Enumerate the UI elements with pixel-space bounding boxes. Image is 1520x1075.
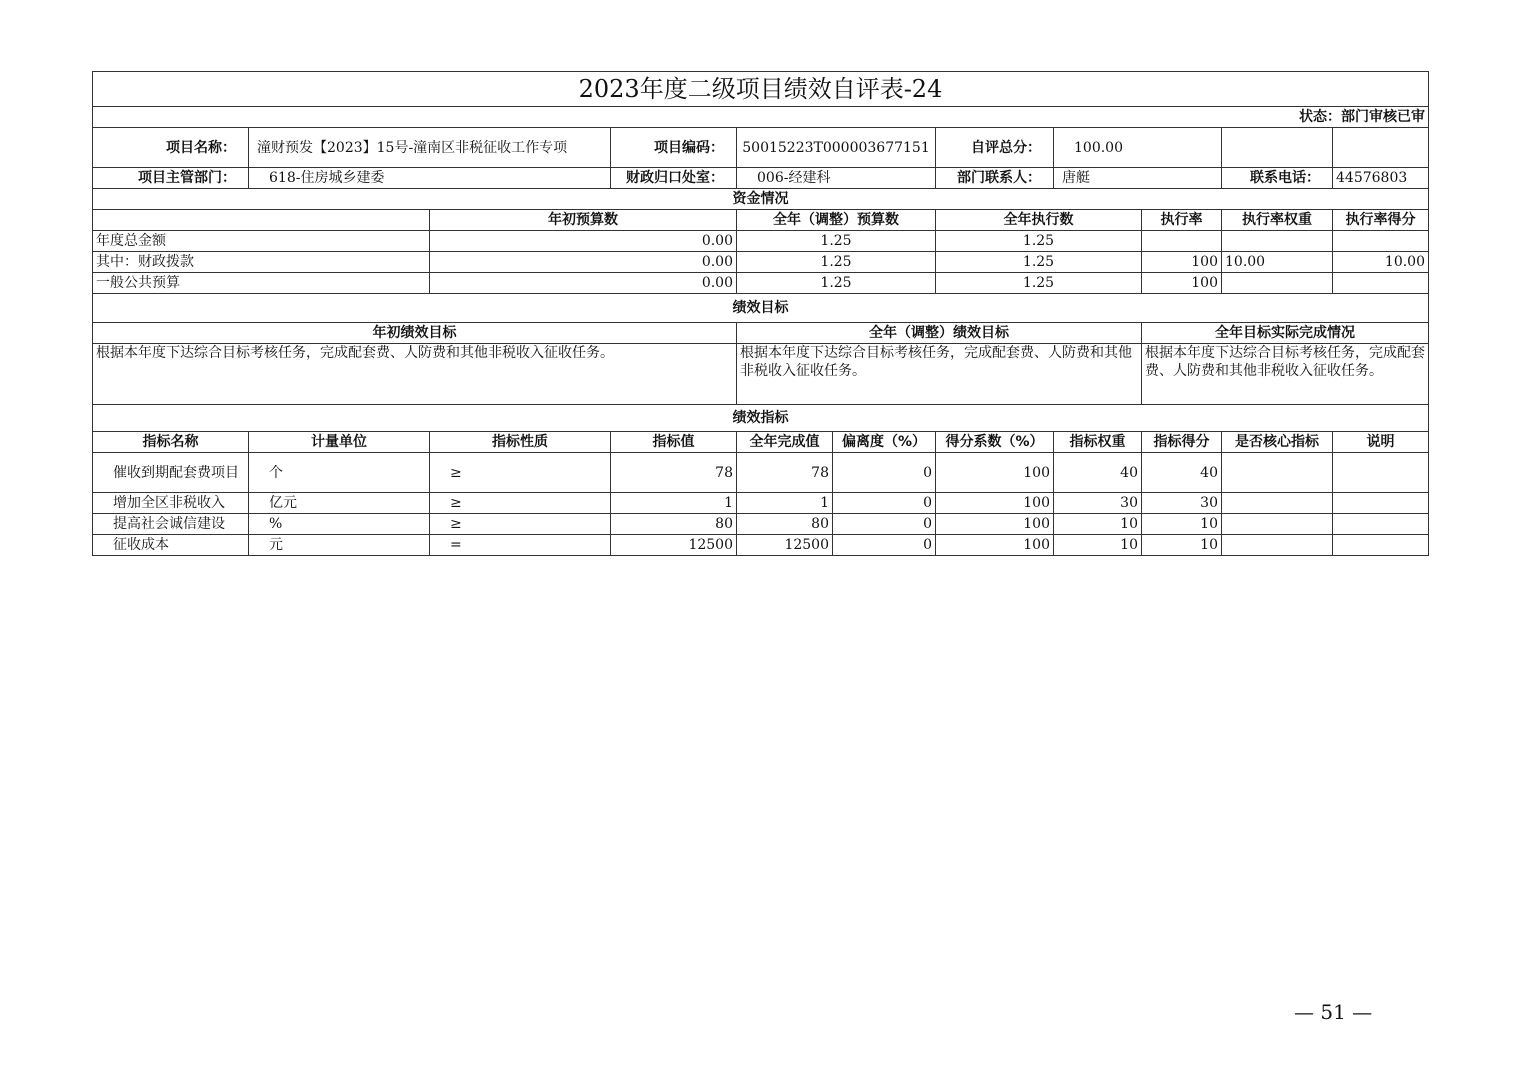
- funds-row-score: 10.00: [1333, 252, 1429, 273]
- ind-note: [1333, 535, 1429, 556]
- ind-done: 80: [737, 514, 833, 535]
- funds-section-title: 资金情况: [93, 189, 1429, 210]
- project-name-label: 项目名称：: [93, 128, 249, 168]
- ind-weight: 10: [1054, 514, 1142, 535]
- funds-row: [93, 273, 1429, 294]
- ind-note: [1333, 493, 1429, 514]
- project-code-label: 项目编码：: [611, 128, 737, 168]
- funds-header-adjusted: 全年（调整）预算数: [737, 210, 936, 231]
- goals-section-title: 绩效目标: [93, 294, 1429, 323]
- funds-row-initial: 0.00: [430, 252, 737, 273]
- funds-row-executed: 1.25: [936, 252, 1142, 273]
- page-number: — 51 —: [1294, 1000, 1373, 1024]
- status-label: 状态：部门审核已审: [93, 107, 1429, 128]
- ind-header-done: 全年完成值: [737, 432, 833, 453]
- ind-score: 40: [1142, 453, 1222, 493]
- funds-row-rate: 100: [1142, 273, 1222, 294]
- ind-header-nature: 指标性质: [430, 432, 611, 453]
- ind-deviation: 0: [833, 535, 936, 556]
- dept-label: 项目主管部门：: [93, 168, 249, 189]
- funds-header-score: 执行率得分: [1333, 210, 1429, 231]
- contact-label: 部门联系人：: [936, 168, 1054, 189]
- ind-target: 1: [611, 493, 737, 514]
- funds-row-name: 一般公共预算: [93, 273, 430, 294]
- funds-row-initial: 0.00: [430, 273, 737, 294]
- funds-row-name: 其中：财政拨款: [93, 252, 430, 273]
- office-value: 006-经建科: [737, 168, 936, 189]
- funds-header-initial: 年初预算数: [430, 210, 737, 231]
- ind-unit: 元: [249, 535, 430, 556]
- funds-row-adjusted: 1.25: [737, 252, 936, 273]
- funds-header-blank: [93, 210, 430, 231]
- ind-weight: 30: [1054, 493, 1142, 514]
- ind-target: 12500: [611, 535, 737, 556]
- funds-row-score: [1333, 273, 1429, 294]
- funds-row-rate: [1142, 231, 1222, 252]
- ind-header-unit: 计量单位: [249, 432, 430, 453]
- self-evaluation-table: [92, 71, 1429, 556]
- goals-header-actual: 全年目标实际完成情况: [1142, 323, 1429, 344]
- office-label: 财政归口处室：: [611, 168, 737, 189]
- score-label: 自评总分：: [936, 128, 1054, 168]
- indicator-row: [93, 493, 1429, 514]
- ind-name: 提高社会诚信建设: [93, 514, 249, 535]
- funds-row: [93, 252, 1429, 273]
- ind-done: 1: [737, 493, 833, 514]
- ind-weight: 40: [1054, 453, 1142, 493]
- ind-deviation: 0: [833, 493, 936, 514]
- indicator-row: [93, 453, 1429, 493]
- ind-score: 30: [1142, 493, 1222, 514]
- ind-deviation: 0: [833, 453, 936, 493]
- funds-row-name: 年度总金额: [93, 231, 430, 252]
- phone-value: 44576803: [1333, 168, 1429, 189]
- ind-name: 催收到期配套费项目: [93, 453, 249, 493]
- goals-header-adjusted: 全年（调整）绩效目标: [737, 323, 1142, 344]
- dept-value: 618-住房城乡建委: [249, 168, 611, 189]
- funds-row-rate: 100: [1142, 252, 1222, 273]
- indicator-row: [93, 514, 1429, 535]
- ind-header-target: 指标值: [611, 432, 737, 453]
- funds-header-weight: 执行率权重: [1222, 210, 1333, 231]
- goal-initial: 根据本年度下达综合目标考核任务，完成配套费、人防费和其他非税收入征收任务。: [93, 344, 737, 405]
- ind-coef: 100: [936, 514, 1054, 535]
- goals-header-initial: 年初绩效目标: [93, 323, 737, 344]
- ind-note: [1333, 453, 1429, 493]
- goal-adjusted: 根据本年度下达综合目标考核任务，完成配套费、人防费和其他非税收入征收任务。: [737, 344, 1142, 405]
- funds-row: [93, 231, 1429, 252]
- funds-header-rate: 执行率: [1142, 210, 1222, 231]
- ind-core: [1222, 493, 1333, 514]
- funds-header-executed: 全年执行数: [936, 210, 1142, 231]
- ind-target: 80: [611, 514, 737, 535]
- ind-core: [1222, 514, 1333, 535]
- ind-unit: 个: [249, 453, 430, 493]
- ind-core: [1222, 453, 1333, 493]
- phone-label: 联系电话：: [1222, 168, 1333, 189]
- funds-row-executed: 1.25: [936, 231, 1142, 252]
- ind-header-name: 指标名称: [93, 432, 249, 453]
- funds-row-adjusted: 1.25: [737, 231, 936, 252]
- indicator-row: [93, 535, 1429, 556]
- ind-target: 78: [611, 453, 737, 493]
- indicators-section-title: 绩效指标: [93, 405, 1429, 432]
- ind-score: 10: [1142, 514, 1222, 535]
- ind-coef: 100: [936, 453, 1054, 493]
- ind-header-score: 指标得分: [1142, 432, 1222, 453]
- ind-coef: 100: [936, 493, 1054, 514]
- funds-row-score: [1333, 231, 1429, 252]
- funds-row-executed: 1.25: [936, 273, 1142, 294]
- ind-nature: =: [430, 535, 611, 556]
- funds-row-weight: 10.00: [1222, 252, 1333, 273]
- ind-score: 10: [1142, 535, 1222, 556]
- funds-row-weight: [1222, 273, 1333, 294]
- empty-cell: [1333, 128, 1429, 168]
- ind-header-weight: 指标权重: [1054, 432, 1142, 453]
- ind-header-note: 说明: [1333, 432, 1429, 453]
- ind-deviation: 0: [833, 514, 936, 535]
- ind-nature: ≥: [430, 453, 611, 493]
- ind-weight: 10: [1054, 535, 1142, 556]
- funds-row-adjusted: 1.25: [737, 273, 936, 294]
- funds-row-initial: 0.00: [430, 231, 737, 252]
- ind-done: 78: [737, 453, 833, 493]
- page-title: 2023年度二级项目绩效自评表-24: [93, 72, 1429, 107]
- ind-nature: ≥: [430, 514, 611, 535]
- project-name-value: 潼财预发【2023】15号-潼南区非税征收工作专项: [249, 128, 611, 168]
- ind-core: [1222, 535, 1333, 556]
- ind-name: 征收成本: [93, 535, 249, 556]
- empty-cell: [1222, 128, 1333, 168]
- ind-note: [1333, 514, 1429, 535]
- ind-done: 12500: [737, 535, 833, 556]
- ind-unit: 亿元: [249, 493, 430, 514]
- ind-header-coef: 得分系数（%）: [936, 432, 1054, 453]
- ind-header-core: 是否核心指标: [1222, 432, 1333, 453]
- funds-row-weight: [1222, 231, 1333, 252]
- ind-unit: %: [249, 514, 430, 535]
- score-value: 100.00: [1054, 128, 1222, 168]
- contact-value: 唐艇: [1054, 168, 1222, 189]
- project-code-value: 50015223T000003677151: [737, 128, 936, 168]
- ind-header-deviation: 偏离度（%）: [833, 432, 936, 453]
- ind-coef: 100: [936, 535, 1054, 556]
- ind-name: 增加全区非税收入: [93, 493, 249, 514]
- ind-nature: ≥: [430, 493, 611, 514]
- goal-actual: 根据本年度下达综合目标考核任务，完成配套费、人防费和其他非税收入征收任务。: [1142, 344, 1429, 405]
